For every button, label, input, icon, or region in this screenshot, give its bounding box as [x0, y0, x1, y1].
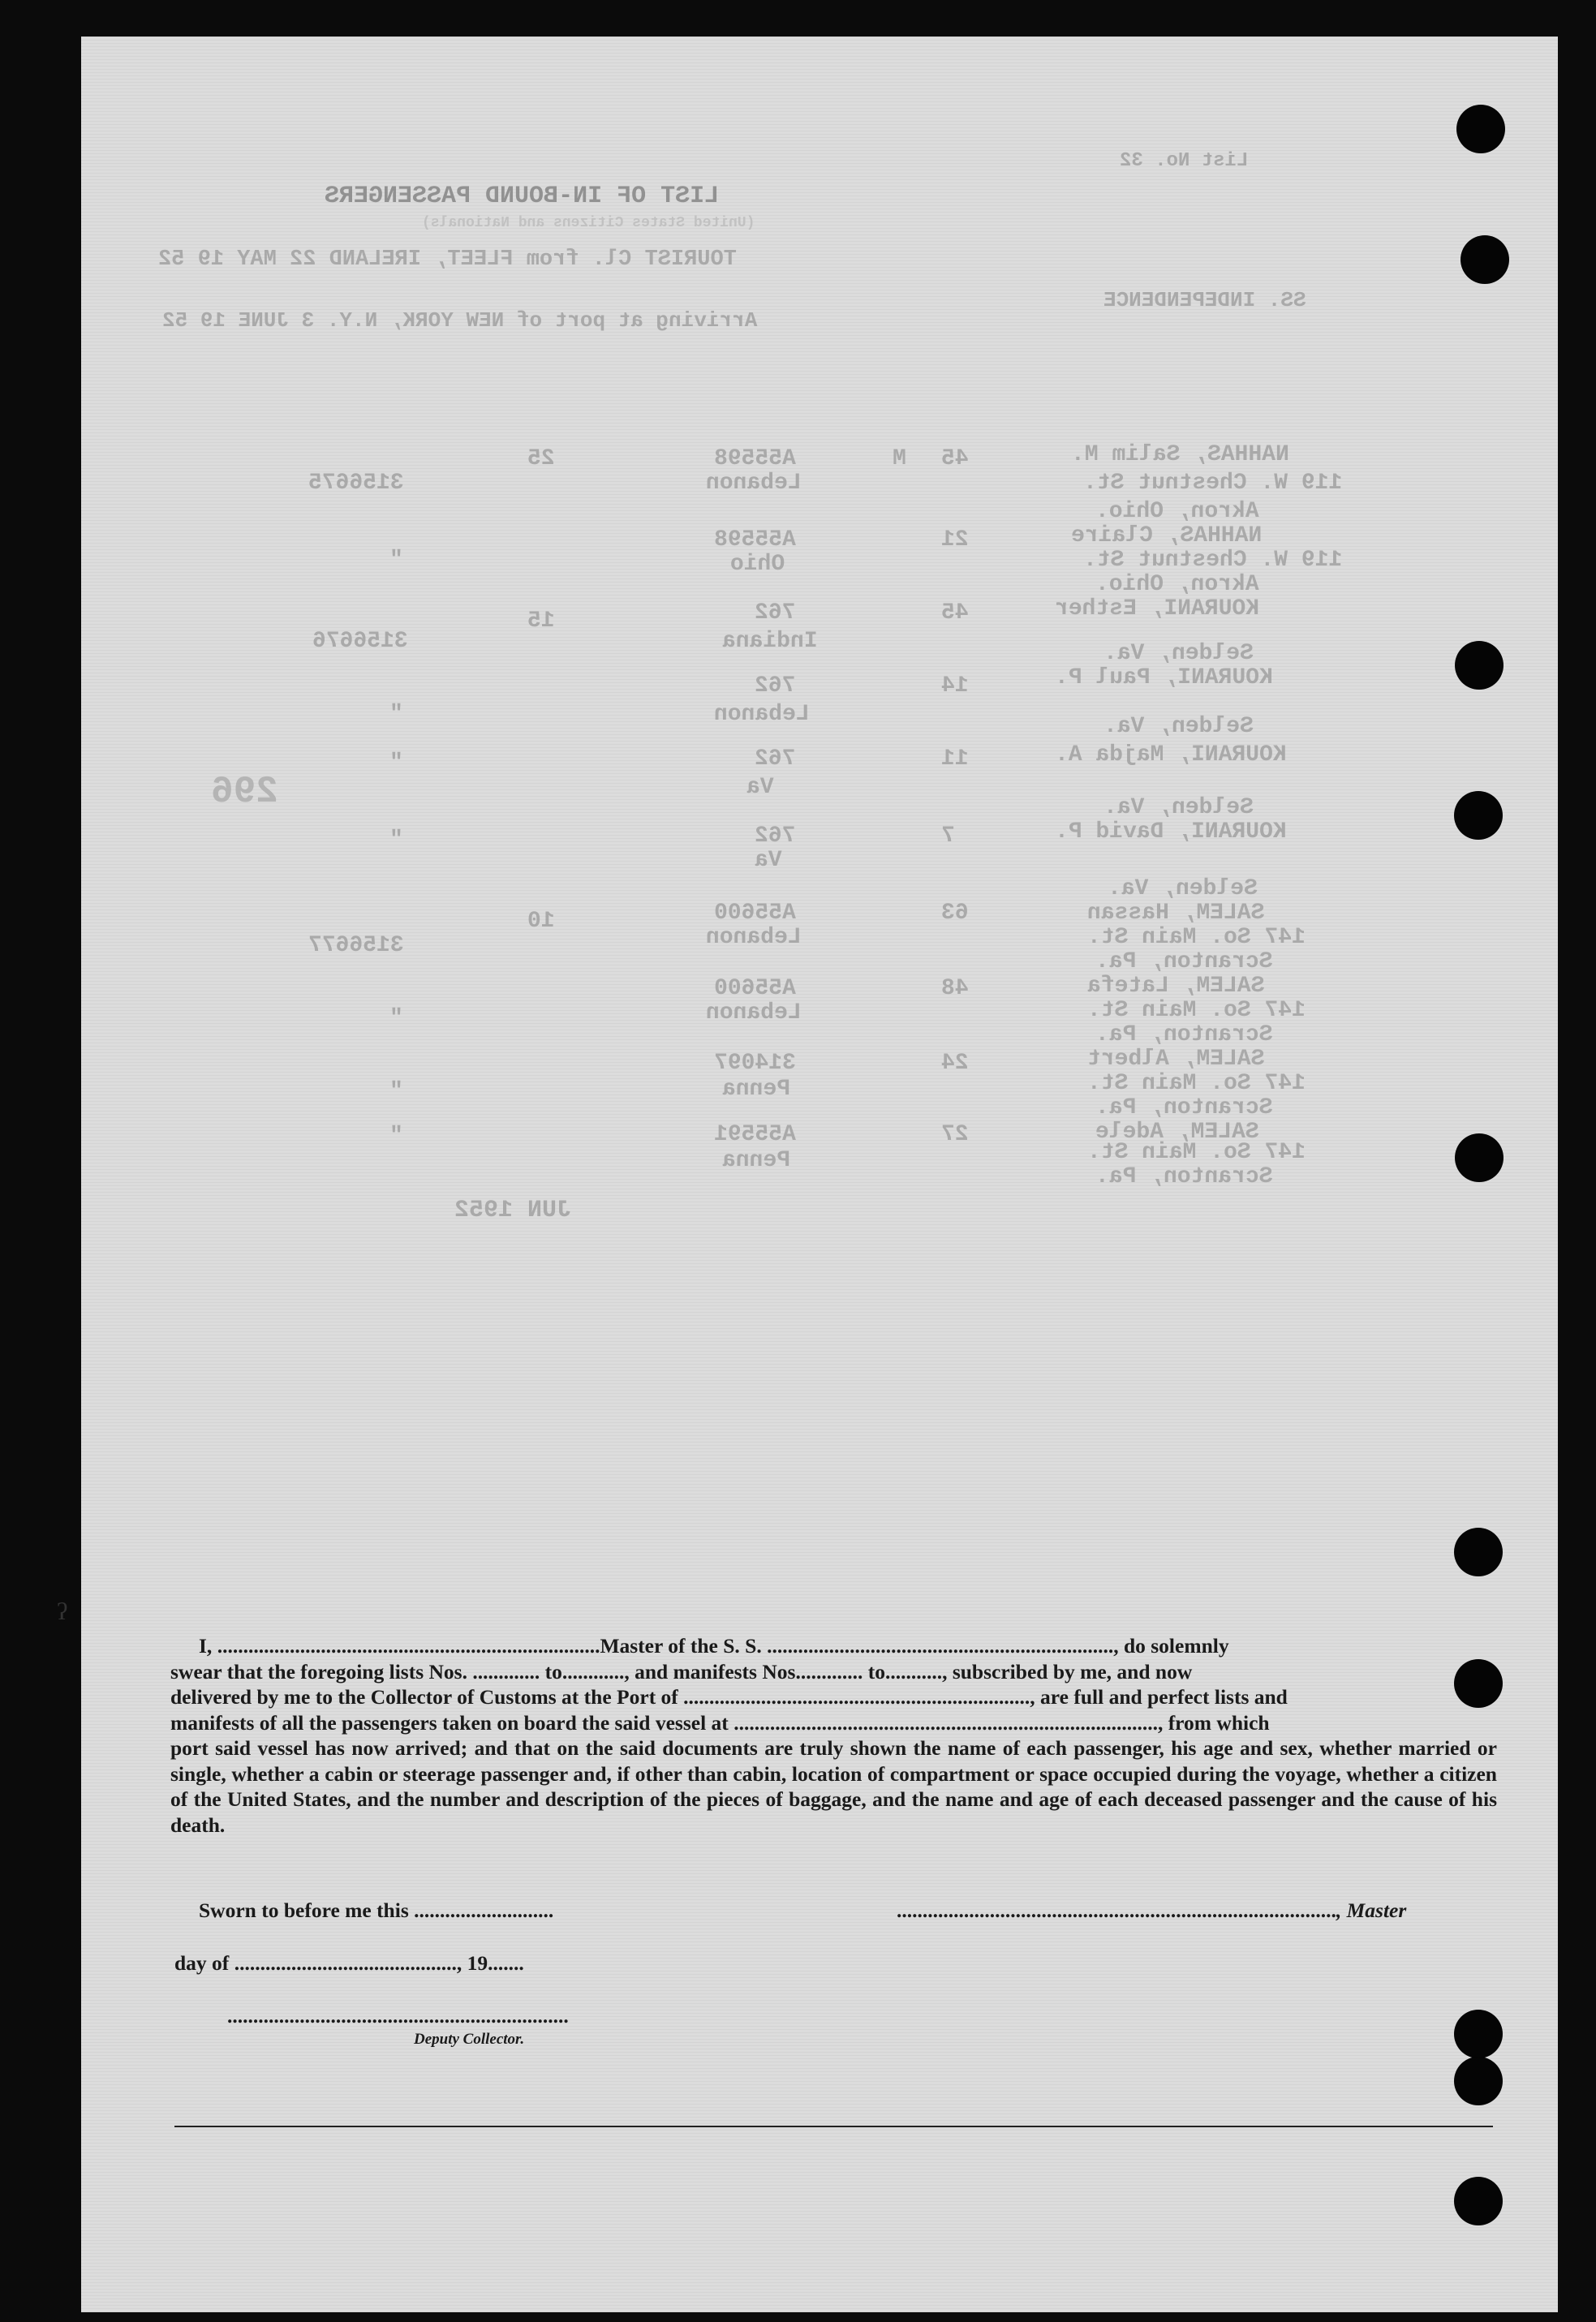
bleed-row-addr: Scranton, Pa. — [1095, 949, 1273, 974]
bleed-row-name: SALEM, Hassan — [1087, 901, 1265, 926]
day-of-line: day of ..........................................., 19....... — [174, 1951, 524, 1975]
bleed-row-cs: " — [389, 702, 403, 727]
bleed-row-cs: " — [389, 750, 403, 776]
bleed-row-age: 48 — [941, 976, 969, 1001]
bleed-row-addr: Selden, Va. — [1103, 714, 1254, 739]
bleed-row-cert: A55591 — [714, 1122, 796, 1147]
bleed-vessel-line: SS. INDEPENDENCE — [1103, 288, 1306, 312]
bleed-row-addr: 147 So. Main St. — [1087, 1140, 1306, 1165]
bleed-row-cert: A55600 — [714, 976, 796, 1001]
bleed-row-place: Penna — [722, 1077, 791, 1102]
punch-hole — [1454, 791, 1503, 840]
bleed-row-addr: Scranton, Pa. — [1095, 1164, 1273, 1189]
punch-hole — [1455, 641, 1504, 690]
bleed-row-addr: Akron, Ohio. — [1095, 572, 1259, 597]
bleed-row-cs: 3156677 — [308, 933, 404, 958]
bleed-row-cs: " — [389, 1079, 403, 1104]
punch-hole — [1454, 2010, 1503, 2058]
bleed-row-addr: Scranton, Pa. — [1095, 1095, 1273, 1120]
bleed-list-no: List No. 32 — [1120, 150, 1249, 172]
bleed-row-name: SALEM, Adele — [1095, 1120, 1259, 1145]
edge-mark: ʔ — [57, 1598, 68, 1625]
punch-hole — [1454, 1528, 1503, 1576]
bleed-class-line: TOURIST Cl. from FLEET, IRELAND 22 MAY 19 52 — [158, 247, 737, 272]
bleed-row-place: Indiana — [722, 629, 818, 654]
bleed-row-age: 14 — [941, 673, 969, 699]
bleed-row-addr: Selden, Va. — [1103, 795, 1254, 820]
bleed-subtitle: (United States Citizens and Nationals) — [422, 215, 755, 231]
bleed-row-age: 11 — [941, 746, 969, 772]
bleed-row-addr: Scranton, Pa. — [1095, 1022, 1273, 1047]
bleed-row-cs: " — [389, 548, 403, 573]
punch-hole — [1460, 235, 1509, 284]
bleed-row-cert: 762 — [755, 823, 796, 849]
deputy-collector-label: Deputy Collector. — [414, 2031, 525, 2048]
bleed-row-cs: " — [389, 828, 403, 853]
bleed-row-cert: A55600 — [714, 901, 796, 926]
bleed-row-name: SALEM, Albert — [1087, 1047, 1265, 1072]
bleed-row-sex: M — [893, 446, 906, 471]
bleed-row-cs: " — [389, 1124, 403, 1149]
bleed-row-name: NAHHAS, Claire — [1071, 523, 1263, 548]
bleed-row-age: 63 — [941, 901, 969, 926]
bleed-row-age: 27 — [941, 1122, 969, 1147]
bleed-row-cert: A55598 — [714, 527, 796, 553]
bleed-row-place: Lebanon — [714, 702, 810, 727]
bleed-row-cert: A55598 — [714, 446, 796, 471]
bleed-row-age: 7 — [941, 823, 955, 849]
bleed-row-place: Lebanon — [706, 925, 802, 950]
punch-hole — [1455, 1133, 1504, 1182]
oath-body: port said vessel has now arrived; and that on the said documents are truly shown the name of each passenger, his age and sex, whether married or single, whether a cabin or steerage passenger and, if other than cabin, location of compartment or space occupied during the voyage, whether a citizen of the United States, and the number and description of the pieces of baggage, and the name and age of each deceased passenger and the cause of his death. — [170, 1736, 1497, 1837]
bleed-row-age: 45 — [941, 446, 969, 471]
bleed-row-place: Va — [746, 775, 774, 800]
bleed-stamp-number: 296 — [211, 771, 278, 813]
bleed-row-pieces: 15 — [527, 608, 555, 634]
bleed-row-addr: 147 So. Main St. — [1087, 925, 1306, 950]
manifest-page — [57, 37, 1558, 2312]
bleed-row-addr: 119 W. Chestnut St. — [1083, 548, 1343, 573]
sworn-line: Sworn to before me this ........................... — [199, 1898, 554, 1922]
oath-line-4: manifests of all the passengers taken on board the said vessel at .................................................................................., from which — [170, 1710, 1270, 1735]
bleed-row-cs: 3156676 — [312, 629, 408, 654]
bleed-title: LIST OF IN-BOUND PASSENGERS — [325, 183, 720, 210]
bleed-row-age: 24 — [941, 1051, 969, 1076]
bleed-row-place: Ohio — [730, 552, 785, 577]
bleed-row-addr: 147 So. Main St. — [1087, 1071, 1306, 1096]
bleed-arrival-line: Arriving at port of NEW YORK, N.Y. 3 JUNE 19 52 — [162, 308, 758, 333]
master-oath — [170, 1633, 1497, 1838]
bleed-row-age: 21 — [941, 527, 969, 553]
master-signature-line: ....................................................................................., Master — [897, 1898, 1407, 1922]
oath-line-1: I, ..........................................................................Master of the S. S. ..................................................................., do solemnly — [199, 1634, 1229, 1658]
bleed-row-place: Penna — [722, 1148, 791, 1173]
bleed-row-name: NAHHAS, Salim M. — [1071, 442, 1289, 467]
bleed-row-place: Lebanon — [706, 1000, 802, 1026]
bleed-row-name: KOURANI, Esther — [1055, 596, 1260, 621]
punch-hole — [1454, 2057, 1503, 2105]
bleed-row-pieces: 10 — [527, 909, 555, 934]
bleed-row-cs: 3156675 — [308, 471, 404, 496]
deputy-collector-line: .................................................................. — [227, 2004, 569, 2027]
bleed-row-cert: 762 — [755, 600, 796, 626]
bleed-row-addr: Akron, Ohio. — [1095, 499, 1259, 524]
punch-hole — [1456, 105, 1505, 153]
bleed-row-cert: 762 — [755, 746, 796, 772]
bottom-rule — [174, 2126, 1493, 2127]
bleed-row-place: Va — [755, 848, 782, 873]
oath-line-3: delivered by me to the Collector of Customs at the Port of ..................................................................., are full and perfect lists and — [170, 1685, 1288, 1709]
bleed-row-name: KOURANI, Paul P. — [1055, 665, 1273, 690]
bleed-row-addr: 119 W. Chestnut St. — [1083, 471, 1343, 496]
bleed-stamp-date: JUN 1952 — [454, 1197, 572, 1224]
bleed-row-place: Lebanon — [706, 471, 802, 496]
bleed-row-addr: 147 So. Main St. — [1087, 998, 1306, 1023]
bleed-row-cert: 314097 — [714, 1051, 796, 1076]
bleed-row-name: SALEM, Latefa — [1087, 974, 1265, 999]
bleed-row-addr: Selden, Va. — [1103, 641, 1254, 666]
bleed-row-age: 45 — [941, 600, 969, 626]
bleed-row-cert: 762 — [755, 673, 796, 699]
oath-line-2: swear that the foregoing lists Nos. ............. to............, and manifests Nos............. to..........., subscribed by me, and now — [170, 1659, 1193, 1683]
bleed-row-pieces: 25 — [527, 446, 555, 471]
bleed-row-name: KOURANI, Majda A. — [1055, 742, 1287, 768]
bleed-row-name: KOURANI, David P. — [1055, 819, 1287, 845]
bleed-row-addr: Selden, Va. — [1108, 876, 1258, 901]
bleed-row-cs: " — [389, 1006, 403, 1031]
punch-hole — [1454, 2177, 1503, 2225]
